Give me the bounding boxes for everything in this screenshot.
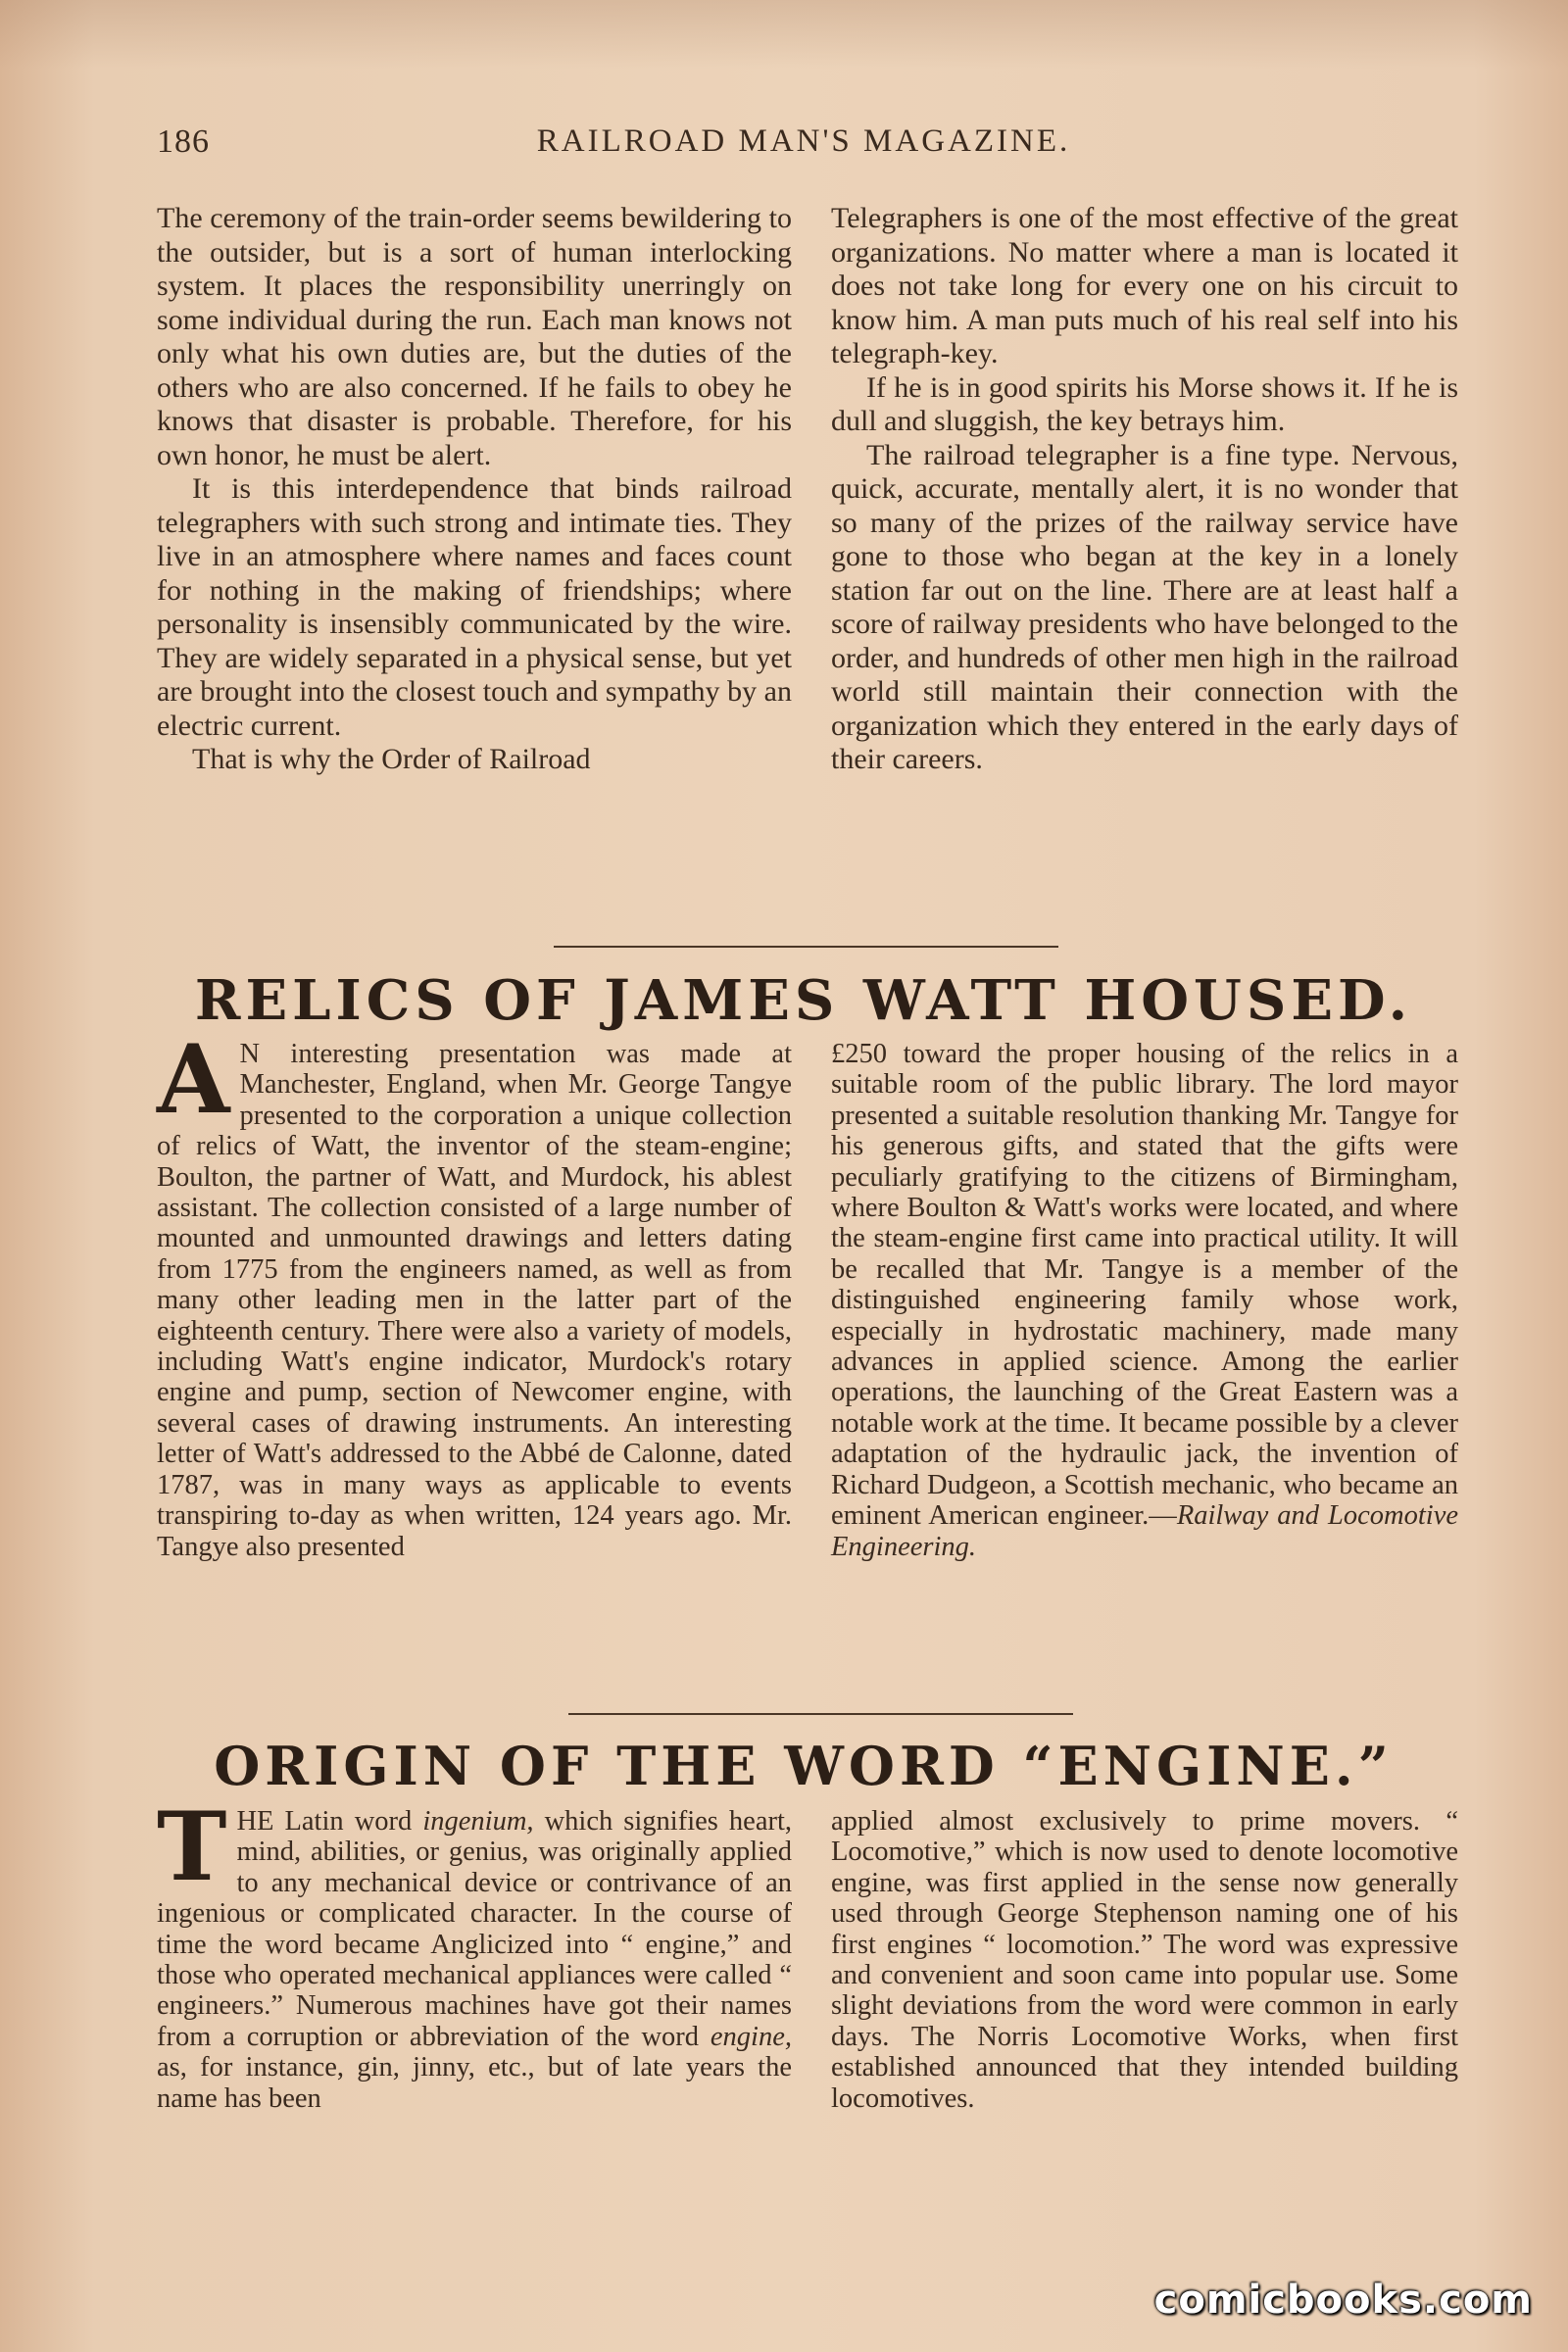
lead-in: N bbox=[239, 1039, 261, 1069]
paragraph: That is why the Order of Railroad bbox=[192, 743, 591, 775]
paragraph-text: which signifies heart, mind, abilities, or genius, was originally applied to any mechanical device or contrivance of an ingenious or complicated character. In the course of time the word became Anglicized into “ engine,” and those who operated mechanical appliances were called “ engineers.” Numerous machines have got their names from a corruption or abbreviation of the word bbox=[157, 1806, 793, 2052]
paragraph: Telegraphers is one of the most effective of the great organizations. No matter where a man is located it does not take long for every one on his circuit to know him. A man puts much of his real self into his telegraph-key. bbox=[831, 202, 1458, 369]
top-column-left bbox=[157, 202, 792, 777]
paragraph: If he is in good spirits his Morse shows it. If he is dull and sluggish, the key betrays him. bbox=[831, 370, 1458, 437]
paragraph: The ceremony of the train-order seems bewildering to the outsider, but is a sort of human interlocking system. It places the responsibility unerringly on some individual during the run. Each man knows not only what his own duties are, but the duties of the others who are also concerned. If he fails to obey he knows that disaster is probable. Therefore, for his own honor, he must be alert. bbox=[157, 202, 792, 471]
source-credit: Railway and Locomotive Engineering. bbox=[831, 1500, 1458, 1562]
article-title-relics: RELICS OF JAMES WATT HOUSED. bbox=[194, 968, 1413, 1033]
engine-column-left bbox=[157, 1791, 793, 2114]
italic-word: engine, bbox=[710, 2021, 792, 2052]
paragraph-text: as, for instance, gin, jinny, etc., but of late years the name has been bbox=[157, 2052, 792, 2114]
paragraph bbox=[831, 1039, 1458, 1562]
paragraph bbox=[157, 1024, 792, 1562]
top-column-right bbox=[831, 202, 1458, 777]
page-edge-shadow bbox=[0, 0, 1568, 69]
section-divider bbox=[568, 1713, 1073, 1715]
paragraph: It is this interdependence that binds railroad telegraphers with such strong and intimate ties. They live in an atmosphere where names and faces count for nothing in the making of friendships; where personality is insensibly communicated by the wire. They are widely separated in a physical sense, but yet are brought into the closest touch and sympathy by an electric current. bbox=[157, 472, 792, 742]
paragraph bbox=[157, 1791, 793, 2114]
relics-column-left bbox=[157, 1024, 792, 1562]
relics-column-right bbox=[831, 1039, 1458, 1562]
drop-cap: A bbox=[157, 1024, 230, 1135]
paragraph-text: £250 toward the proper housing of the relics in a suitable room of the public library. The lord mayor presented a suitable resolution thanking Mr. Tangye for his generous gifts, and stated that the gifts were peculiarly gratifying to the citizens of Birmingham, where Boulton & Watt's works were located, and where the steam-engine first came into practical utility. It will be recalled that Mr. Tangye is a member of the distinguished engineering family whose work, especially in hydrostatic machinery, made many advances in applied science. Among the earlier operations, the launching of the Great Eastern was a notable work at the time. It became possible by a clever adaptation of the hydraulic jack, the invention of Richard Dudgeon, a Scottish mechanic, who became an eminent American engineer.— bbox=[831, 1039, 1458, 1532]
paragraph: The railroad telegrapher is a fine type. Nervous, quick, accurate, mentally alert, it is no wonder that so many of the prizes of the railway service have gone to those who began at the key in a lonely station far out on the line. There are at least half a score of railway presidents who have belonged to the order, and hundreds of other men high in the railroad world still maintain their connection with the organization which they entered in the early days of their careers. bbox=[831, 438, 1458, 775]
paragraph-text: interesting presentation was made at Manchester, England, when Mr. George Tangye presented to the corporation a unique collection of relics of Watt, the inventor of the steam-engine; Boulton, the partner of Watt, and Murdock, his ablest assistant. The collection consisted of a large number of mounted and unmounted drawings and letters dating from 1775 from the engineers named, as well as from many other leading men in the latter part of the eighteenth century. There were also a variety of models, including Watt's engine indicator, Murdock's rotary engine and pump, section of Newcomer engine, with several cases of drawing instruments. An interesting letter of Watt's addressed to the Abbé de Calonne, dated 1787, was in many ways as applicable to events transpiring to-day as when written, 124 years ago. Mr. Tangye also presented bbox=[157, 1039, 792, 1562]
engine-column-right bbox=[831, 1806, 1458, 2114]
running-head: RAILROAD MAN'S MAGAZINE. bbox=[536, 123, 1071, 159]
lead-in: HE bbox=[236, 1806, 274, 1837]
page-header bbox=[157, 123, 1450, 172]
paragraph-text: Latin word bbox=[273, 1806, 423, 1837]
site-watermark: comicbooks.com bbox=[1153, 2278, 1533, 2323]
italic-word: ingenium, bbox=[422, 1806, 534, 1837]
paragraph: applied almost exclusively to prime movers. “ Locomotive,” which is now used to denote locomotive engine, was first applied in the sense now generally used through George Stephenson naming one of his first engines “ locomotion.” The word was expressive and convenient and soon came into popular use. Some slight deviations from the word were common in early days. The Norris Locomotive Works, when first established announced that they intended building locomotives. bbox=[831, 1806, 1458, 2114]
article-title-engine: ORIGIN OF THE WORD “ENGINE.” bbox=[214, 1735, 1394, 1797]
section-divider bbox=[554, 946, 1058, 948]
page-number: 186 bbox=[157, 123, 210, 160]
drop-cap: T bbox=[157, 1791, 227, 1902]
